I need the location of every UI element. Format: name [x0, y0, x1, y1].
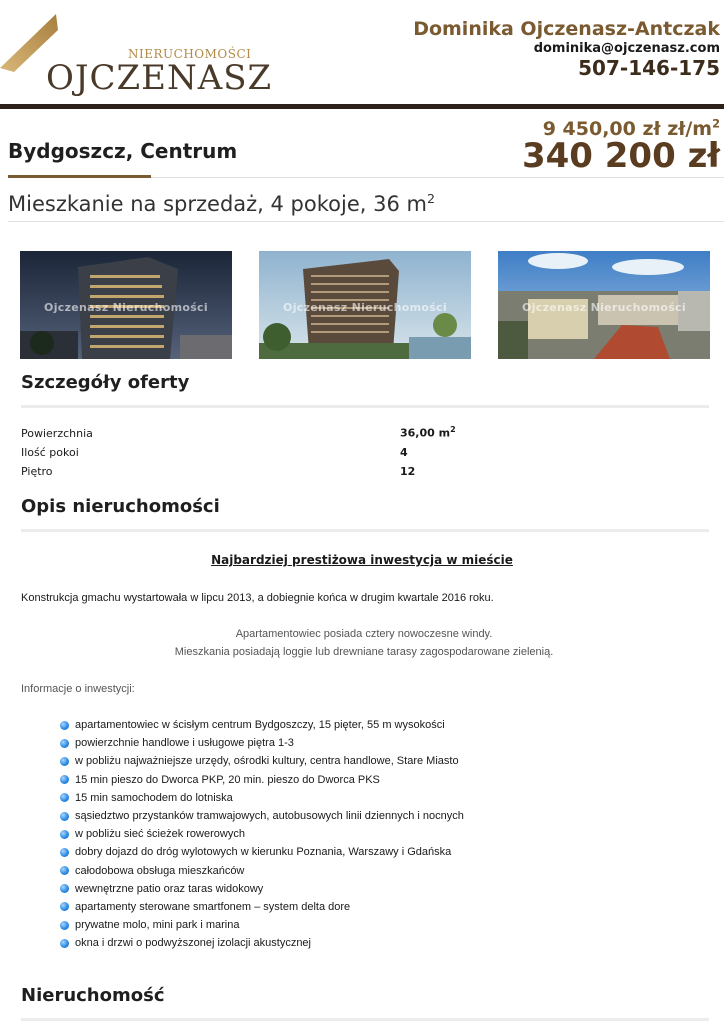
- bullet-icon: [60, 902, 69, 911]
- list-item: [60, 825, 464, 843]
- listing-subtitle: [8, 192, 435, 216]
- logo-title: OJCZENASZ: [46, 58, 273, 98]
- list-item-text: powierzchnie handlowe i usługowe piętra 1-3: [75, 737, 294, 750]
- photo-watermark: Ojczenasz Nieruchomości: [44, 301, 208, 314]
- logo-subtitle: NIERUCHOMOŚCI: [128, 47, 252, 61]
- list-item: [60, 716, 464, 734]
- list-item: [60, 734, 464, 752]
- list-item-text: w pobliżu najważniejsze urzędy, ośrodki kultury, centra handlowe, Stare Miasto: [75, 755, 459, 768]
- agent-phone[interactable]: 507-146-175: [578, 56, 720, 80]
- photo-watermark: Ojczenasz Nieruchomości: [283, 301, 447, 314]
- list-item: [60, 862, 464, 880]
- bullet-icon: [60, 793, 69, 802]
- listing-subtitle-sup: 2: [426, 191, 435, 206]
- description-divider: [21, 529, 709, 532]
- description-section-title: Opis nieruchomości: [21, 496, 220, 517]
- list-item-text: w pobliżu sieć ścieżek rowerowych: [75, 828, 245, 841]
- list-item-text: okna i drzwi o podwyższonej izolacji akustycznej: [75, 937, 311, 950]
- bullet-icon: [60, 757, 69, 766]
- bullet-icon: [60, 812, 69, 821]
- bullet-icon: [60, 921, 69, 930]
- detail-label-floor: Piętro: [21, 465, 53, 478]
- list-item-text: 15 min pieszo do Dworca PKP, 20 min. pieszo do Dworca PKS: [75, 773, 380, 786]
- header-divider: [0, 104, 724, 109]
- description-paragraph: Konstrukcja gmachu wystartowała w lipcu 2013, a dobiegnie końca w drugim kwartale 2016 roku.: [21, 592, 494, 604]
- title-accent-divider: [8, 175, 151, 178]
- bullet-icon: [60, 866, 69, 875]
- list-item: [60, 752, 464, 770]
- list-item: [60, 771, 464, 789]
- investment-features-list: [60, 716, 464, 952]
- list-item-text: prywatne molo, mini park i marina: [75, 919, 240, 932]
- details-section-title: Szczegóły oferty: [21, 372, 190, 393]
- bullet-icon: [60, 884, 69, 893]
- list-item-text: apartamenty sterowane smartfonem – system delta dore: [75, 900, 351, 913]
- list-item: [60, 789, 464, 807]
- description-elevators: Apartamentowiec posiada cztery nowoczesne windy.: [235, 628, 493, 640]
- listing-photo-3[interactable]: [498, 251, 710, 359]
- bullet-icon: [60, 775, 69, 784]
- detail-value-rooms: 4: [400, 446, 408, 459]
- detail-value-floor: 12: [400, 465, 416, 478]
- bullet-icon: [60, 739, 69, 748]
- property-divider: [21, 1018, 709, 1021]
- list-item: [60, 934, 464, 952]
- company-logo: [0, 10, 273, 98]
- detail-label-area: Powierzchnia: [21, 427, 93, 440]
- agent-email[interactable]: dominika@ojczenasz.com: [533, 41, 720, 56]
- bullet-icon: [60, 721, 69, 730]
- listing-subtitle-text: Mieszkanie na sprzedaż, 4 pokoje, 36 m: [8, 192, 427, 216]
- list-item: [60, 807, 464, 825]
- detail-label-rooms: Ilość pokoi: [21, 446, 79, 459]
- property-section-title: Nieruchomość: [21, 985, 165, 1006]
- bullet-icon: [60, 848, 69, 857]
- list-item-text: całodobowa obsługa mieszkańców: [75, 864, 245, 877]
- list-item-text: dobry dojazd do dróg wylotowych w kierunku Poznania, Warszawy i Gdańska: [75, 846, 452, 859]
- description-terraces: Mieszkania posiadają loggie lub drewniane tarasy zagospodarowane zielenią.: [174, 646, 554, 658]
- bullet-icon: [60, 830, 69, 839]
- list-item: [60, 898, 464, 916]
- listing-price: 340 200 zł: [521, 136, 720, 176]
- listing-photo-2[interactable]: [259, 251, 471, 359]
- detail-value-area: [400, 425, 456, 440]
- bullet-icon: [60, 939, 69, 948]
- photo-watermark: Ojczenasz Nieruchomości: [522, 301, 686, 314]
- list-item-text: sąsiedztwo przystanków tramwajowych, autobusowych linii dziennych i nocnych: [75, 810, 464, 823]
- agent-name: Dominika Ojczenasz-Antczak: [413, 18, 720, 40]
- description-info-label: Informacje o inwestycji:: [21, 683, 135, 695]
- list-item-text: 15 min samochodem do lotniska: [75, 791, 233, 804]
- listing-photo-1[interactable]: [20, 251, 232, 359]
- detail-value-area-text: 36,00 m: [400, 426, 451, 440]
- price-per-m2-unit-sup: 2: [712, 116, 720, 131]
- list-item: [60, 880, 464, 898]
- listing-location: Bydgoszcz, Centrum: [8, 139, 238, 163]
- list-item-text: apartamentowiec w ścisłym centrum Bydgoszczy, 15 pięter, 55 m wysokości: [75, 719, 445, 732]
- details-divider: [21, 405, 709, 408]
- list-item: [60, 916, 464, 934]
- detail-value-area-sup: 2: [450, 425, 456, 434]
- subtitle-divider: [8, 221, 724, 222]
- description-heading: Najbardziej prestiżowa inwestycja w mieście: [211, 553, 513, 567]
- price-per-m2-value: 9 450,00 zł zł/m: [542, 118, 713, 140]
- list-item: [60, 843, 464, 861]
- list-item-text: wewnętrzne patio oraz taras widokowy: [75, 882, 264, 895]
- page-header: [0, 0, 724, 104]
